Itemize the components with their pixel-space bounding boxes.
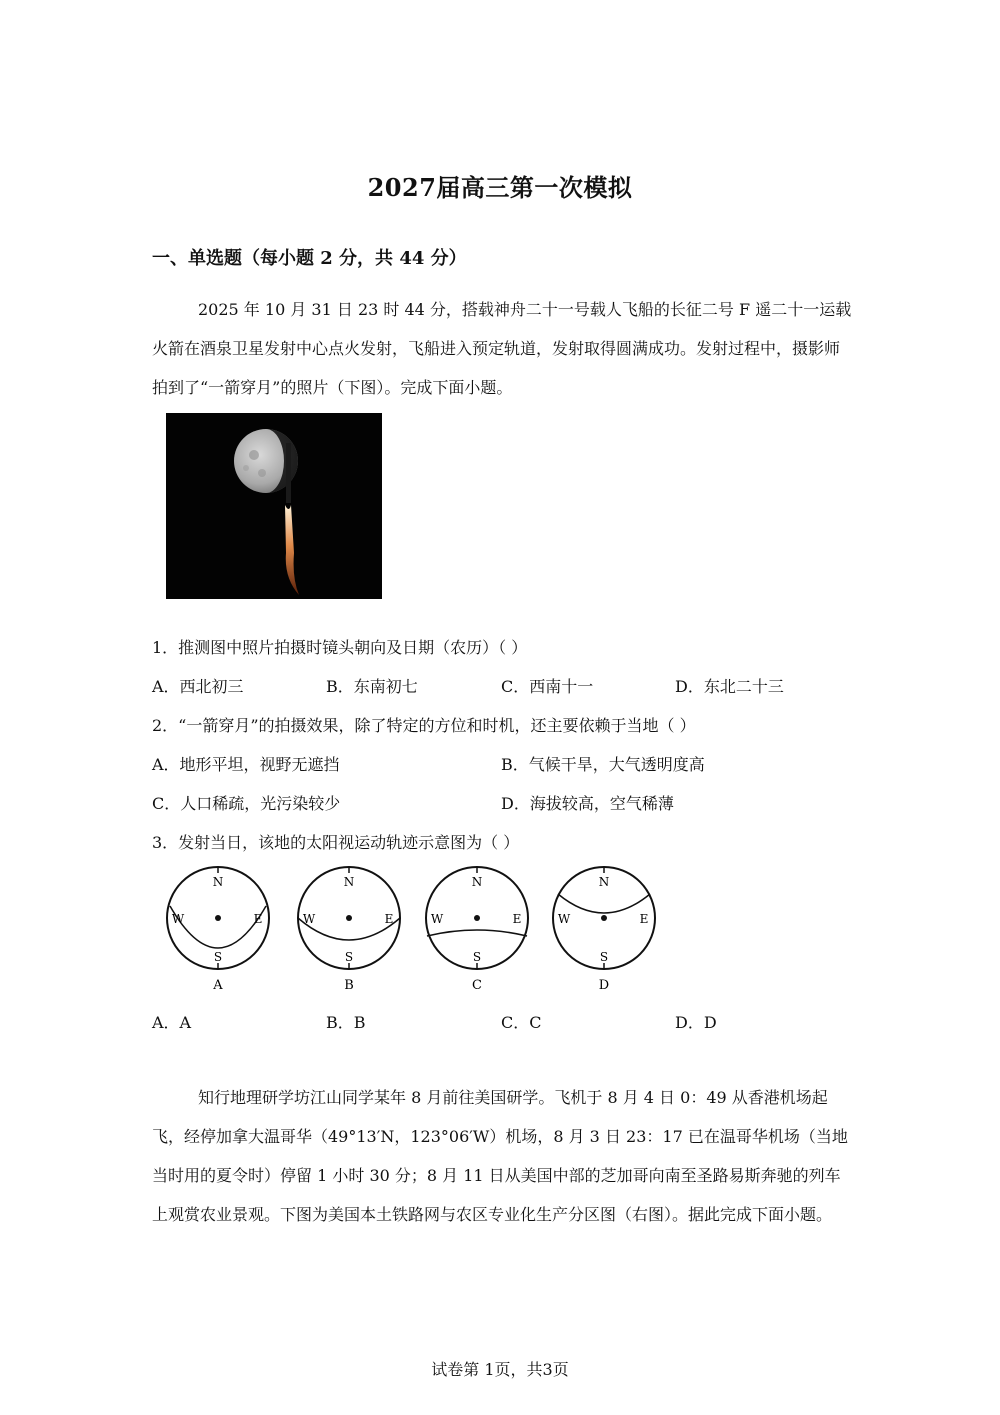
- diagram-c-letter: C: [472, 978, 482, 993]
- diagram-d-east-label: E: [639, 912, 649, 926]
- diagram-c-west-label: W: [430, 912, 444, 926]
- passage-launch-text: 2025 年 10 月 31 日 23 时 44 分，搭载神舟二十一号载人飞船的长征二号 F 遥二十一运载火箭在酒泉卫星发射中心点火发射，飞船进入预定轨道，发射取得圆满成功。发射过程中，摄影师拍到了“一箭穿月”的照片（下图）。完成下面小题。: [152, 300, 852, 397]
- diagram-a-north-label: N: [212, 875, 224, 889]
- q3-option-d[interactable]: D．D: [675, 1013, 717, 1032]
- diagram-b-north-label: N: [343, 875, 355, 889]
- diagram-b-south-label: S: [344, 950, 354, 964]
- diagram-b-east-label: E: [384, 912, 394, 926]
- q2-option-c[interactable]: C．人口稀疏，光污染较少: [152, 794, 341, 813]
- q1-option-b[interactable]: B．东南初七: [326, 677, 418, 696]
- question-1: 1．推测图中照片拍摄时镜头朝向及日期（农历）（ ）: [152, 638, 528, 657]
- diagram-d-west-label: W: [557, 912, 571, 926]
- q2-option-d[interactable]: D．海拔较高，空气稀薄: [501, 794, 674, 813]
- diagram-a-letter: A: [213, 978, 223, 993]
- q2-option-b[interactable]: B．气候干旱，大气透明度高: [501, 755, 705, 774]
- diagram-c-east-label: E: [512, 912, 522, 926]
- rocket-moon-photo: [166, 413, 382, 599]
- diagram-b-letter: B: [344, 978, 354, 993]
- diagram-a-west-label: W: [171, 912, 185, 926]
- passage-launch: [152, 290, 852, 407]
- diagram-b-west-label: W: [302, 912, 316, 926]
- rocket-moon-image: [166, 413, 382, 599]
- passage-usa-trip-text: 知行地理研学坊江山同学某年 8 月前往美国研学。飞机于 8 月 4 日 0：49 从香港机场起飞，经停加拿大温哥华（49°13′N，123°06′W）机场，8 月 3 日 23：17 已在温哥华机场（当地当时用的夏令时）停留 1 小时 30 分；8 月 11 日从美国中部的芝加哥向南至圣路易斯奔驰的列车上观赏农业景观。下图为美国本土铁路网与农区专业化生产分区图（右图）。据此完成下面小题。: [152, 1088, 848, 1224]
- q3-option-c[interactable]: C．C: [501, 1013, 542, 1032]
- q1-option-c[interactable]: C．西南十一: [501, 677, 594, 696]
- diagram-d-letter: D: [598, 978, 610, 993]
- diagram-c-south-label: S: [472, 950, 482, 964]
- q2-option-a[interactable]: A．地形平坦，视野无遮挡: [152, 755, 340, 774]
- diagram-d-south-label: S: [599, 950, 609, 964]
- passage-usa-trip: [152, 1078, 852, 1234]
- diagram-d-north-label: N: [598, 875, 610, 889]
- question-2: 2．“一箭穿月”的拍摄效果，除了特定的方位和时机，还主要依赖于当地（ ）: [152, 716, 696, 735]
- diagram-a-south-label: S: [213, 950, 223, 964]
- sun-path-diagram-b: [298, 867, 400, 993]
- q1-option-a[interactable]: A．西北初三: [152, 677, 244, 696]
- q1-option-d[interactable]: D．东北二十三: [675, 677, 784, 696]
- sun-path-diagram-d: [553, 867, 655, 993]
- q3-option-a[interactable]: A．A: [152, 1013, 192, 1032]
- question-3: 3．发射当日，该地的太阳视运动轨迹示意图为（ ）: [152, 833, 520, 852]
- page-footer: 试卷第 1页，共3页: [431, 1360, 569, 1379]
- sun-path-diagram-c: [426, 867, 528, 993]
- sun-path-diagrams: [160, 862, 680, 1002]
- page-title: 2027届高三第一次模拟: [367, 173, 633, 202]
- diagram-a-east-label: E: [253, 912, 263, 926]
- sun-path-diagram-a: [167, 867, 269, 993]
- diagram-c-north-label: N: [471, 875, 483, 889]
- section-heading: 一、单选题（每小题 2 分，共 44 分）: [152, 248, 467, 269]
- q3-option-b[interactable]: B．B: [326, 1013, 366, 1032]
